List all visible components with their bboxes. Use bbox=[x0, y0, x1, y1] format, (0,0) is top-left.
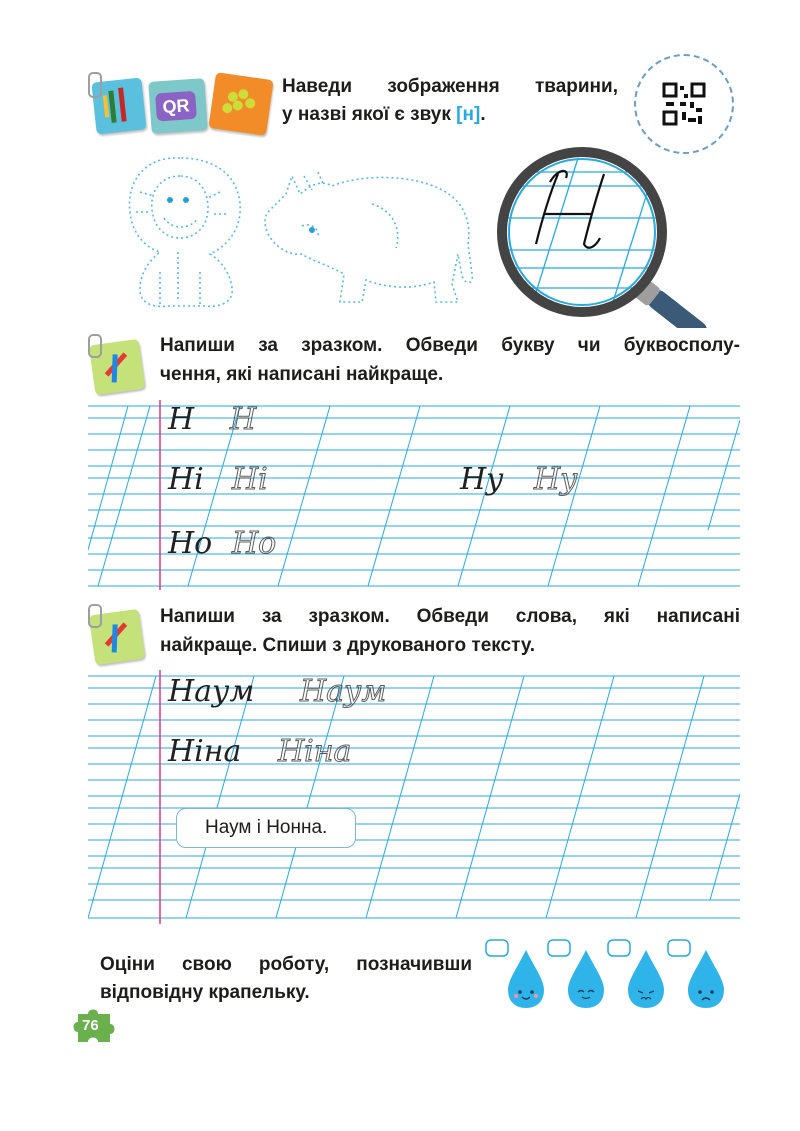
task1-instruction-line1: Наведи зображення тварини, bbox=[282, 76, 618, 97]
sample-written: Ні bbox=[168, 462, 204, 497]
task1-instruction-end: . bbox=[480, 104, 486, 125]
rhino-outline bbox=[262, 164, 480, 310]
beads-icon bbox=[208, 72, 273, 136]
paper-clip-icon bbox=[88, 604, 102, 628]
neutral-drop-icon[interactable] bbox=[608, 940, 664, 1008]
task3-instruction-line2: найкраще. Спиши з друкованого тексту. bbox=[160, 635, 536, 656]
sad-drop-icon[interactable] bbox=[668, 940, 724, 1008]
assessment-line1: Оціни свою роботу, позначивши bbox=[100, 954, 472, 975]
sample-trace[interactable]: Ніна bbox=[278, 734, 352, 769]
sample-trace[interactable]: Но bbox=[232, 526, 277, 561]
sample-written: Н bbox=[168, 402, 195, 437]
task3-instruction-line1: Напиши за зразком. Обведи слова, які написані bbox=[160, 606, 740, 627]
magnifier-icon bbox=[488, 138, 728, 328]
task2-instruction-line2: чення, які написані найкраще. bbox=[160, 364, 444, 385]
qr-label: QR bbox=[155, 91, 197, 122]
sound-label: [н] bbox=[456, 104, 481, 125]
page-number: 76 bbox=[82, 1017, 99, 1034]
sample-trace[interactable]: Н bbox=[230, 402, 257, 437]
sample-written: Ніна bbox=[168, 734, 242, 769]
task1-instruction-line2: у назві якої є звук bbox=[282, 104, 451, 125]
paper-clip-icon bbox=[88, 72, 102, 98]
task2-instruction-line1: Напиши за зразком. Обведи букву чи буквосполу- bbox=[160, 335, 740, 356]
paper-clip-icon bbox=[88, 334, 102, 358]
sample-trace[interactable]: Ну bbox=[534, 462, 578, 497]
assessment-line2: відповідну крапельку. bbox=[100, 982, 310, 1003]
printed-text-box: Наум і Нонна. bbox=[176, 808, 356, 848]
page-number-badge bbox=[72, 1006, 118, 1046]
sample-trace[interactable]: Наум bbox=[300, 674, 387, 709]
assessment-drops bbox=[480, 936, 736, 1012]
sample-trace[interactable]: Ні bbox=[232, 462, 268, 497]
sample-written: Ну bbox=[460, 462, 504, 497]
sample-written: Но bbox=[168, 526, 213, 561]
sample-written: Наум bbox=[168, 674, 255, 709]
lion-outline bbox=[120, 152, 250, 312]
happy-drop-icon[interactable] bbox=[486, 940, 544, 1008]
qr-icon bbox=[148, 78, 207, 134]
smile-drop-icon[interactable] bbox=[548, 940, 604, 1008]
